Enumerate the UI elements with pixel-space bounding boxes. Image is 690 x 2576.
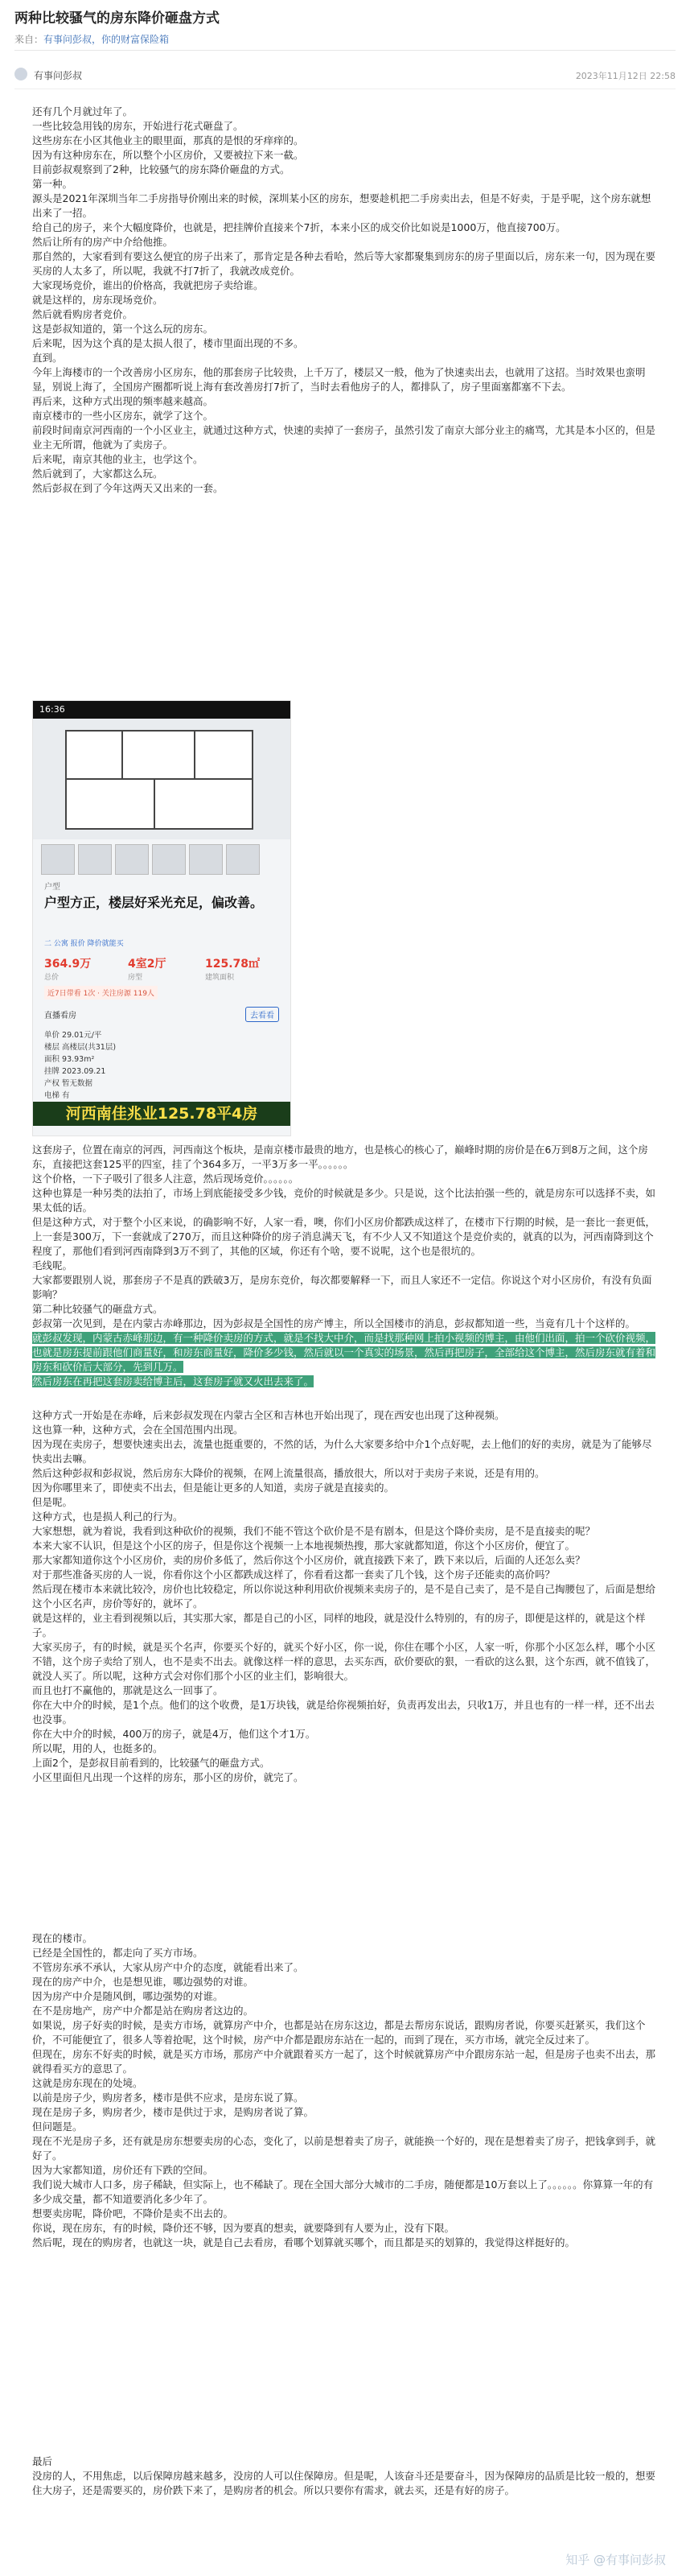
phone-status-bar: 16:36 bbox=[33, 701, 290, 719]
detail-row: 产权 暂无数据 bbox=[44, 1079, 93, 1088]
paragraph: 那自然的，大家看到有要这么便宜的房子出来了，那肯定是各种去看哈，然后等大家都聚集到房东的房子里面以后，房东来一句，因为现在要买房的人太多了，所以呢，我就不打7折了，我就改成竞价。 bbox=[32, 250, 656, 277]
listing-headline: 户型方正，楼层好采光充足，偏改善。 bbox=[44, 895, 264, 910]
paragraph: 后来呢，南京其他的业主，也学这个。 bbox=[32, 453, 203, 465]
listing-price-label: 总价 bbox=[44, 974, 60, 982]
watermark: 知乎 @有事问彭叔 bbox=[565, 2553, 666, 2567]
thumbnail[interactable] bbox=[152, 844, 186, 875]
thumbnail[interactable] bbox=[115, 844, 149, 875]
thumbnail[interactable] bbox=[189, 844, 223, 875]
paragraph: 源头是2021年深圳当年二手房指导价刚出来的时候，深圳某小区的房东，想要趁机把二手房卖出去，但是不好卖，于是乎呢，这个房东就想出来了一招。 bbox=[32, 192, 651, 219]
floor-plan-room bbox=[154, 778, 253, 830]
paragraph: 这种方式，也是损人利己的行为。 bbox=[32, 1511, 183, 1523]
paragraph: 还有几个月就过年了。 bbox=[32, 105, 133, 117]
paragraph: 这是彭叔知道的，第一个这么玩的房东。 bbox=[32, 323, 214, 335]
paragraph-block-2 bbox=[32, 1143, 659, 1389]
publish-date: 2023年11月12日 22:58 bbox=[575, 71, 676, 81]
video-caption: 河西南佳兆业125.78平4房 bbox=[33, 1102, 290, 1126]
paragraph: 第一种。 bbox=[32, 178, 73, 190]
paragraph: 没房的人，不用焦虑，以后保障房越来越多，没房的人可以住保障房。但是呢，人该奋斗还是要奋斗，因为保障房的品质是比较一般的，想要住大房子，还是需要买的，房价跌下来了，是购房者的机会。所以只要你有需求，就去买，还是有好的房子。 bbox=[32, 2470, 656, 2496]
paragraph: 这套房子，位置在南京的河西，河西南这个板块，是南京楼市最贵的地方，也是核心的核心了，巅峰时期的房价是在6万到8万之间，这个房东，直接把这套125平的四室，挂了个364多万，一平3万多一平。。。。。。 bbox=[32, 1144, 648, 1170]
listing-details bbox=[44, 1029, 116, 1102]
paragraph: 现在的房产中介，也是想见谁，哪边强势的对谁。 bbox=[32, 1976, 254, 1988]
floor-plan-image bbox=[33, 719, 290, 839]
paragraph: 所以呢，用的人，也挺多的。 bbox=[32, 1742, 163, 1754]
paragraph: 今年上海楼市的一个改善房小区房东，他的那套房子比较贵，上千万了，楼层又一般，他为了快速卖出去，也就用了这招。当时效果也蛮明显，别说上海了，全国房产圈都听说上海有套改善房打7折了，当时去看他房子的人，都排队了，房子里面塞都塞不下去。 bbox=[32, 366, 646, 393]
paragraph: 大家现场竞价，谁出的价格高，我就把房子卖给谁。 bbox=[32, 279, 264, 291]
paragraph: 大家都要跟别人说，那套房子不是真的跌破3万，是房东竞价，每次都要解释一下，而且人家还不一定信。你说这个对小区房价，有没有负面影响？ bbox=[32, 1274, 652, 1300]
paragraph: 以前是房子少，购房者多，楼市是供不应求，是房东说了算。 bbox=[32, 2092, 304, 2104]
paragraph: 因为现在卖房子，想要快速卖出去，流量也挺重要的，不然的话，为什么大家要多给中介1个点好呢，去上他们的好的卖房，就是为了能够尽快卖出去嘛。 bbox=[32, 1438, 652, 1465]
detail-row: 单价 29.01元/平 bbox=[44, 1031, 102, 1040]
paragraph: 后来呢，因为这个真的是太损人很了，楼市里面出现的不多。 bbox=[32, 337, 304, 349]
paragraph-block-3 bbox=[32, 1408, 659, 1785]
closing-heading: 最后 bbox=[32, 2455, 53, 2467]
paragraph: 而且也打不赢他的，那就是这么一回事了。 bbox=[32, 1684, 224, 1696]
paragraph: 但现在，房东不好卖的时候，就是买方市场，那房产中介就跟着买方一起了，这个时候就算房产中介跟房东站一起，但是房子也卖不出去，那就得看买方的意思了。 bbox=[32, 2048, 656, 2075]
listing-screenshot bbox=[32, 700, 291, 1136]
paragraph: 大家买房子，有的时候，就是买个名声，你要买个好的，就买个好小区，你一说，你住在哪个小区，人家一听，你那个小区怎么样，哪个小区不错，这个房子卖给了别人，也不是卖不出去。就像这样一样的意思，去买东西，砍价要砍的狠，一看砍的这么狠，这个东西，就不值钱了，就没人买了。所以呢，这种方式会对你们那个小区的业主们，影响很大。 bbox=[32, 1641, 656, 1682]
paragraph: 在不是房地产，房产中介都是站在购房者这边的。 bbox=[32, 2005, 254, 2017]
thumbnail[interactable] bbox=[41, 844, 75, 875]
closing-block bbox=[32, 2454, 659, 2498]
floor-plan-room bbox=[121, 730, 197, 781]
floor-plan-room bbox=[65, 778, 157, 830]
live-viewing-label: 直播看房 bbox=[44, 1012, 76, 1020]
author-row bbox=[14, 63, 676, 87]
paragraph: 现在的楼市。 bbox=[32, 1932, 93, 1944]
paragraph: 小区里面但凡出现一个这样的房东，那小区的房价，就完了。 bbox=[32, 1771, 304, 1783]
floor-plan-room bbox=[65, 730, 125, 781]
paragraph: 然后就到了，大家都这么玩。 bbox=[32, 468, 163, 480]
paragraph: 前段时间南京河西南的一个小区业主，就通过这种方式，快速的卖掉了一套房子，虽然引发了南京大部分业主的痛骂，尤其是本小区的，但是业主无所谓，他就为了卖房子。 bbox=[32, 424, 656, 451]
paragraph: 已经是全国性的，都走向了买方市场。 bbox=[32, 1947, 203, 1959]
paragraph: 南京楼市的一些小区房东，就学了这个。 bbox=[32, 410, 214, 422]
paragraph: 因为你哪里来了，即使卖不出去，但是能让更多的人知道，卖房子就是直接卖的。 bbox=[32, 1482, 395, 1494]
paragraph: 大家想想，就为着说，我看到这种砍价的视频，我们不能不管这个砍价是不是有剧本，但是这个降价卖房，是不是直接卖的呢？ bbox=[32, 1525, 596, 1537]
paragraph: 然后就看购房者竞价。 bbox=[32, 308, 133, 320]
paragraph: 毛线呢。 bbox=[32, 1259, 73, 1272]
live-viewing-button[interactable]: 去看看 bbox=[245, 1007, 279, 1022]
paragraph: 你说，现在房东，有的时候，降价还不够，因为要真的想卖，就要降到有人要为止，没有下限。 bbox=[32, 2222, 455, 2234]
paragraph: 给自己的房子，来个大幅度降价，也就是，把挂牌价直接来个7折，本来小区的成交价比如说是1000万，他直接700万。 bbox=[32, 221, 566, 233]
paragraph: 如果说，房子好卖的时候，是卖方市场，就算房产中介，也都是站在房东这边，都是去帮房东说话，跟购房者说，你要买赶紧买，我们这个价，不可能便宜了，很多人等着抢呢，这个时候，房产中介都是跟房东站在一起的，而到了现在，买方市场，就完全反过来了。 bbox=[32, 2019, 646, 2046]
paragraph: 然后呢，现在的购房者，也就这一块，就是自己去看房，看哪个划算就买哪个，而且都是买的划算的，我觉得这样挺好的。 bbox=[32, 2236, 576, 2248]
paragraph: 这个价格，一下子吸引了很多人注意，然后现场竞价。。。。。。 bbox=[32, 1173, 299, 1185]
thumbnail[interactable] bbox=[226, 844, 260, 875]
highlight-text: 就彭叔发现，内蒙古赤峰那边，有一种降价卖房的方式，就是不找大中介，而是找那种网上拍小视频的博主，由他们出面，拍一个砍价视频，也就是房东提前跟他们商量好，和房东商量好，降价多少钱，然后就以一个真实的场景，然后再把房子，全部给这个博主，然后房东就有着和房东和砍价后大部分，先到几万。 bbox=[32, 1332, 656, 1373]
paragraph: 因为有这种房东在，所以整个小区房价，又要被拉下来一截。 bbox=[32, 149, 304, 161]
paragraph: 因为大家都知道，房价还有下跌的空间。 bbox=[32, 2164, 214, 2176]
avatar[interactable] bbox=[14, 68, 27, 80]
paragraph-block-1 bbox=[32, 105, 659, 496]
thumbnail[interactable] bbox=[78, 844, 112, 875]
listing-tags: 二 公寓 报价 降价就能买 bbox=[44, 940, 124, 948]
listing-area-label: 建筑面积 bbox=[205, 974, 235, 982]
paragraph: 然后让所有的房产中介给他推。 bbox=[32, 236, 174, 248]
paragraph: 那大家都知道你这个小区房价，卖的房价多低了，然后你这个小区房价，就直接跌下来了，跌下来以后，后面的人还怎么卖？ bbox=[32, 1554, 585, 1566]
highlighted-paragraph bbox=[32, 1375, 659, 1389]
paragraph: 但是呢。 bbox=[32, 1496, 73, 1508]
paragraph: 你在大中介的时候，400万的房子，就是4万，他们这个才1万。 bbox=[32, 1728, 316, 1740]
source-label: 来自： bbox=[14, 34, 44, 45]
highlight-text: 然后房东在再把这套房卖给博主后，这套房子就又火出去来了。 bbox=[32, 1375, 314, 1387]
paragraph: 然后彭叔在到了今年这两天又出来的一套。 bbox=[32, 482, 224, 494]
paragraph: 因为房产中介是随风倒，哪边强势的对谁。 bbox=[32, 1990, 224, 2002]
paragraph: 直到。 bbox=[32, 352, 63, 364]
paragraph: 就是这样的，房东现场竞价。 bbox=[32, 294, 163, 306]
source-link[interactable]: 有事问彭叔，你的财富保险箱 bbox=[43, 34, 170, 45]
detail-row: 电梯 有 bbox=[44, 1091, 70, 1100]
paragraph: 你在大中介的时候，是1个点。他们的这个收费，是1万块钱，就是给你视频拍好，负责再发出去，只收1万，并且也有的一样一样，还不出去也没事。 bbox=[32, 1699, 655, 1725]
paragraph: 现在不光是房子多，还有就是房东想要卖房的心态，变化了，以前是想着卖了房子，就能换一个好的，现在是想着卖了房子，把钱拿到手，就好了。 bbox=[32, 2135, 656, 2162]
paragraph: 彭叔第一次见到，是在内蒙古赤峰那边，因为彭叔是全国性的房产博主，所以全国楼市的消息，彭叔都知道一些，当竟有几十个这样的。 bbox=[32, 1317, 636, 1329]
floor-plan-room bbox=[194, 730, 253, 781]
house-type-label: 户型 bbox=[44, 883, 60, 892]
listing-layout-label: 房型 bbox=[128, 974, 143, 982]
listing-layout: 4室2厅 bbox=[128, 958, 166, 971]
listing-area: 125.78㎡ bbox=[205, 958, 261, 971]
listing-price: 364.9万 bbox=[44, 958, 92, 971]
source-line bbox=[14, 32, 169, 46]
paragraph: 这些房东在小区其他业主的眼里面，那真的是恨的牙痒痒的。 bbox=[32, 134, 304, 146]
paragraph: 但问题是。 bbox=[32, 2121, 83, 2133]
paragraph: 目前彭叔观察到了2种，比较骚气的房东降价砸盘的方式。 bbox=[32, 163, 290, 175]
highlighted-paragraph bbox=[32, 1331, 659, 1375]
paragraph: 这也算一种，这种方式，会在全国范围内出现。 bbox=[32, 1424, 244, 1436]
paragraph: 这种方式一开始是在赤峰，后来彭叔发现在内蒙古全区和吉林也开始出现了，现在西安也出现了这种视频。 bbox=[32, 1409, 505, 1421]
thumbnail-strip bbox=[41, 844, 282, 875]
paragraph: 我们说大城市人口多，房子稀缺，但实际上，也不稀缺了。现在全国大部分大城市的二手房，随便都是10万套以上了。。。。。。你算算一年的有多少成交量，都不知道要消化多少年了。 bbox=[32, 2178, 654, 2205]
paragraph: 再后来，这种方式出现的频率越来越高。 bbox=[32, 395, 214, 407]
detail-row: 面积 93.93m² bbox=[44, 1055, 95, 1064]
paragraph: 但是这种方式，对于整个小区来说，的确影响不好，人家一看，噢，你们小区房价都跌成这样了，在楼市下行期的时候，是一套比一套更低，上一套是300万，下一套就成了270万，而且这种降价的房子消息满天飞，有不少人又不知道这个是竞价卖的，就真的以为，河西南降到这个程度了，那他们看到河西南降到3万不到了，其他的区域，你还有个啥，要不说呢，这个也是很坑的。 bbox=[32, 1216, 656, 1257]
paragraph: 这种也算是一种另类的法拍了，市场上到底能接受多少钱，竞价的时候就是多少。只是说，这个比法拍强一些的，就是房东可以选择不卖，如果太低的话。 bbox=[32, 1187, 656, 1214]
paragraph: 对于那些准备买房的人一说，你看你这个小区都跌成这样了，你看看这都一套卖了几个钱，这个房子还能卖的高价吗？ bbox=[32, 1568, 556, 1581]
paragraph: 上面2个，是彭叔目前看到的，比较骚气的砸盘方式。 bbox=[32, 1757, 270, 1769]
paragraph: 现在是房子多，购房者少，楼市是供过于求，是购房者说了算。 bbox=[32, 2106, 314, 2118]
paragraph: 然后这种彭叔和彭叔说，然后房东大降价的视频，在网上流量很高，播放很大，所以对于卖房子来说，还是有用的。 bbox=[32, 1467, 545, 1479]
detail-row: 挂牌 2023.09.21 bbox=[44, 1067, 106, 1076]
paragraph: 第二种比较骚气的砸盘方式。 bbox=[32, 1303, 163, 1315]
paragraph: 本来大家不认识，但是这个小区的房子，但是你这个视频一上本地视频热搜，那大家就都知道，你这个小区房价，便宜了。 bbox=[32, 1539, 576, 1552]
paragraph: 想要卖房呢，降价吧，不降价是卖不出去的。 bbox=[32, 2207, 234, 2219]
paragraph: 这就是房东现在的处境。 bbox=[32, 2077, 143, 2089]
paragraph-block-4 bbox=[32, 1931, 659, 2250]
viewing-badge: 近7日带看 1次 · 关注房源 119人 bbox=[44, 986, 158, 999]
paragraph: 然后现在楼市本来就比较冷，房价也比较稳定，所以你说这种利用砍价视频来卖房子的，是不是自己卖了，是不是自己掏腰包了，后面是想给这个小区名声，房价等好的，就坏了。 bbox=[32, 1583, 656, 1609]
paragraph: 不管房东承不承认，大家从房产中介的态度，就能看出来了。 bbox=[32, 1961, 304, 1973]
paragraph: 一些比较急用钱的房东，开始进行花式砸盘了。 bbox=[32, 120, 244, 132]
detail-row: 楼层 高楼层(共31层) bbox=[44, 1043, 117, 1052]
author-name[interactable]: 有事问彭叔 bbox=[34, 70, 83, 81]
article-title: 两种比较骚气的房东降价砸盘方式 bbox=[14, 10, 220, 27]
divider bbox=[14, 50, 676, 51]
paragraph: 就是这样的，业主看到视频以后，其实那大家，都是自己的小区，同样的地段，就是没什么特别的，有的房子，即便是这样的，就是这个样子。 bbox=[32, 1612, 646, 1638]
